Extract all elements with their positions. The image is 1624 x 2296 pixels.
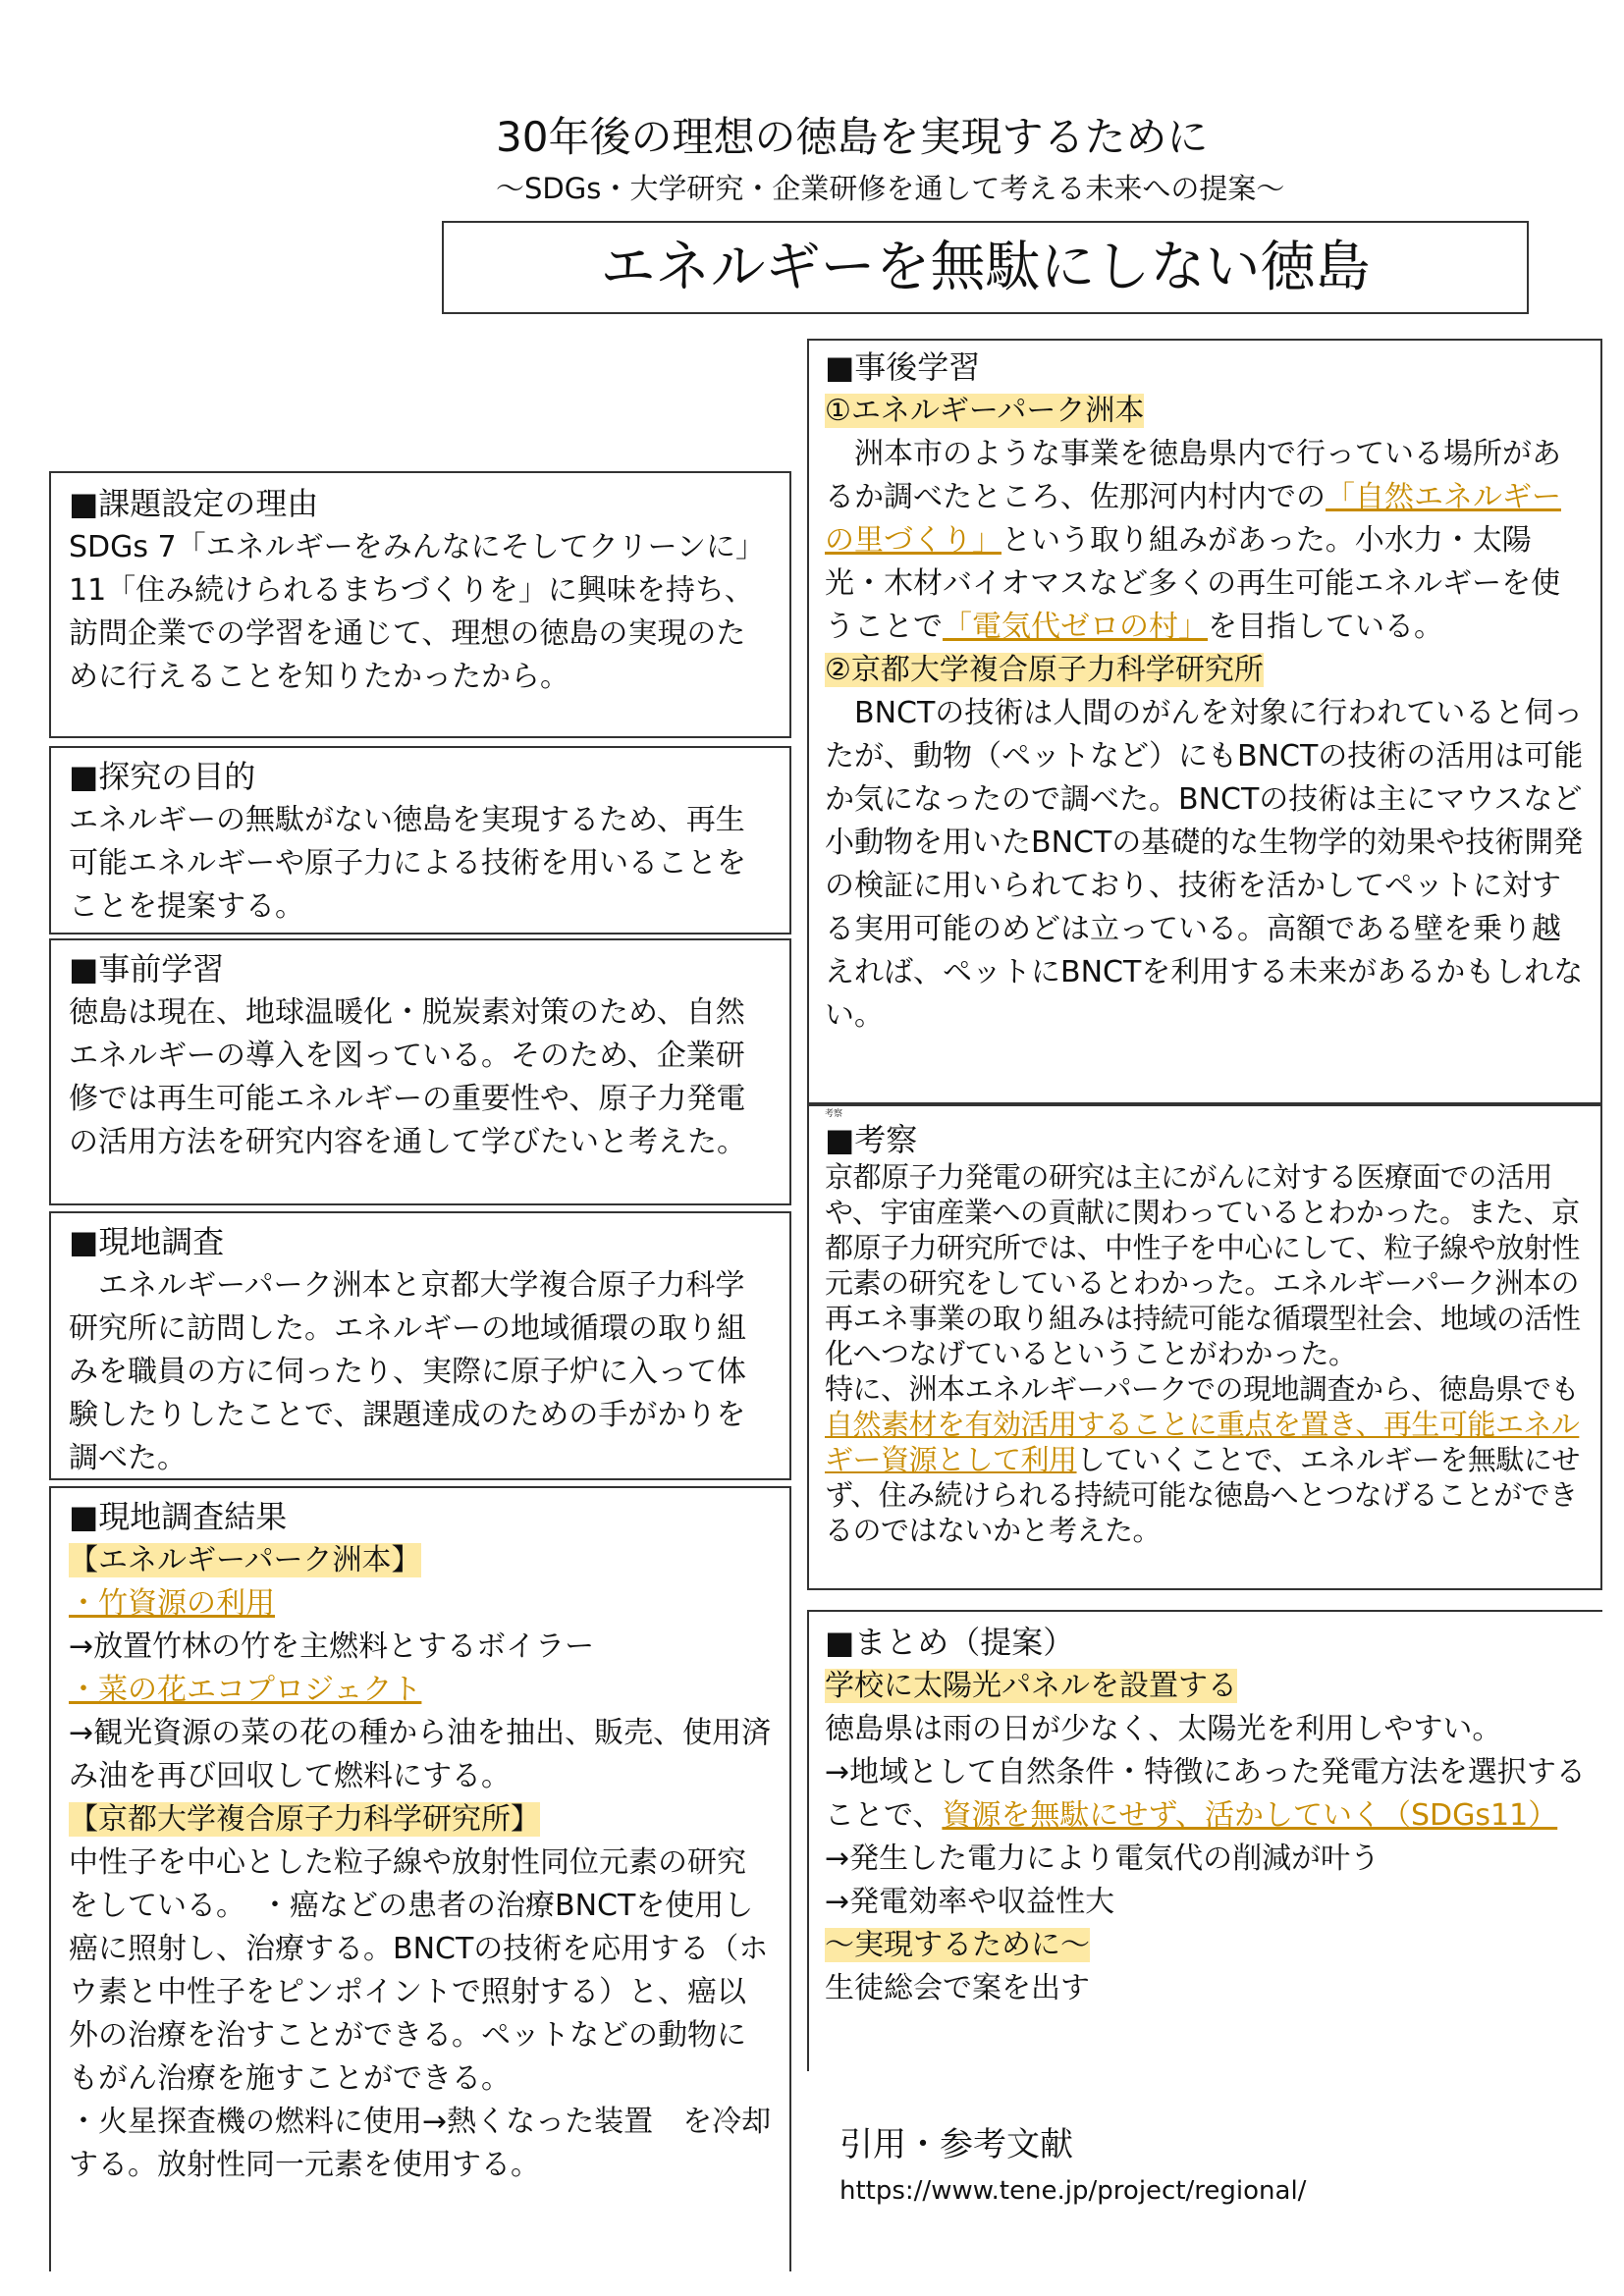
summary-subheading	[825, 1924, 1587, 1967]
summary-line: 徳島県は雨の日が少なく、太陽光を利用しやすい。	[825, 1712, 1502, 1746]
section-heading: ■現地調査	[69, 1223, 225, 1260]
section-purpose	[49, 746, 791, 934]
section-heading: ■探究の目的	[69, 758, 256, 795]
section-heading: ■事後学習	[825, 348, 981, 386]
link-text[interactable]: 自然素材を有効活用することに重点を置き、再生可能エネルギー資源として利用	[825, 1408, 1580, 1476]
results-item-link[interactable]	[69, 1669, 772, 1712]
results-text: 中性子を中心とした粒子線や放射性同位元素の研究をしている。 ・癌などの患者の治療BNCTを使用し癌に照射し、治療する。BNCTの技術を応用する（ホウ素と中性子をピンポイントで照射する）と、癌以外の治療を治すことができる。ペットなどの動物にもがん治療を施すことができる。	[69, 1845, 769, 2096]
reference-url[interactable]: https://www.tene.jp/project/regional/	[839, 2176, 1307, 2206]
text: →地域として自然条件・特徴にあった発電方法を選択することで、	[825, 1755, 1586, 1833]
postlearn-subheading	[825, 649, 1585, 692]
references-heading: 引用・参考文献	[839, 2125, 1073, 2164]
section-discussion	[807, 1104, 1602, 1590]
section-heading: ■事前学習	[69, 950, 225, 988]
postlearn-subheading	[825, 390, 1585, 433]
highlight: 【エネルギーパーク洲本】	[69, 1543, 421, 1577]
text: していくことで、エネルギーを無駄にせず、住み続けられる持続可能な徳島へとつなげることができるのではないかと考えた。	[825, 1443, 1580, 1547]
results-text: →放置竹林の竹を主燃料とするボイラー	[69, 1629, 595, 1664]
summary-line: →発生した電力により電気代の削減が叶う	[825, 1842, 1380, 1876]
text: という取り組みがあった。小水力・太陽光・木材バイオマスなど多くの再生可能エネルギーを使うことで	[825, 523, 1561, 644]
section-heading: ■課題設定の理由	[69, 485, 319, 522]
highlight: 学校に太陽光パネルを設置する	[825, 1669, 1237, 1703]
highlight: 〜実現するために〜	[825, 1928, 1090, 1962]
link-text[interactable]: 「電気代ゼロの村」	[943, 610, 1208, 644]
link-text[interactable]: ・竹資源の利用	[69, 1586, 275, 1621]
section-results	[49, 1486, 791, 2271]
postlearn-paragraph	[825, 433, 1585, 649]
tiny-label: 考察	[825, 1109, 843, 1119]
section-summary	[807, 1610, 1602, 2071]
section-fieldwork	[49, 1211, 791, 1480]
section-heading: ■考察	[825, 1121, 918, 1158]
discussion-paragraph	[825, 1371, 1585, 1548]
theme-title: エネルギーを無駄にしない徳島	[600, 236, 1371, 299]
summary-line: 生徒総会で案を出す	[825, 1971, 1090, 2005]
postlearn-paragraph: BNCTの技術は人間のがんを対象に行われていると伺ったが、動物（ペットなど）にもBNCTの技術の活用は可能か気になったので調べた。BNCTの技術は主にマウスなど小動物を用いたBNCTの基礎的な生物学的効果や技術開発の検証に用いられており、技術を活かしてペットに対する実用可能のめどは立っている。高額である壁を乗り越えれば、ペットにBNCTを利用する未来があるかもしれない。	[825, 696, 1584, 1033]
text: 洲本市のような事業を徳島県内で行っている場所があるか調べたところ、佐那河内村内での	[825, 437, 1561, 514]
results-subheading	[69, 1798, 772, 1842]
text: を目指している。	[1208, 610, 1443, 644]
section-reason	[49, 471, 791, 738]
page-title: 30年後の理想の徳島を実現するために	[496, 113, 1209, 161]
highlight: 【京都大学複合原子力科学研究所】	[69, 1802, 540, 1837]
section-body: エネルギーパーク洲本と京都大学複合原子力科学研究所に訪問した。エネルギーの地域循環の取り組みを職員の方に伺ったり、実際に原子炉に入って体験したりしたことで、課題達成のための手がかりを調べた。	[69, 1268, 746, 1475]
section-body: 徳島は現在、地球温暖化・脱炭素対策のため、自然エネルギーの導入を図っている。そのため、企業研修では再生可能エネルギーの重要性や、原子力発電の活用方法を研究内容を通して学びたいと考えた。	[69, 995, 746, 1159]
section-heading: ■まとめ（提案）	[825, 1624, 1075, 1661]
results-subheading	[69, 1539, 772, 1582]
link-text[interactable]: 「自然エネルギーの里づくり」	[825, 480, 1561, 558]
section-heading: ■現地調査結果	[69, 1498, 288, 1535]
summary-proposal	[825, 1665, 1587, 1708]
link-text[interactable]: 資源を無駄にせず、活かしていく（SDGs11）	[942, 1798, 1558, 1833]
section-postlearn	[807, 339, 1602, 1104]
summary-line: →発電効率や収益性大	[825, 1885, 1115, 1919]
discussion-paragraph: 京都原子力発電の研究は主にがんに対する医療面での活用や、宇宙産業への貢献に関わっているとわかった。また、京都原子力研究所では、中性子を中心にして、粒子線や放射性元素の研究をしているとわかった。エネルギーパーク洲本の再エネ事業の取り組みは持続可能な循環型社会、地域の活性化へつなげているということがわかった。	[825, 1160, 1581, 1370]
results-text: ・火星探査機の燃料に使用→熱くなった装置 を冷却する。放射性同一元素を使用する。	[69, 2105, 772, 2182]
text: 特に、洲本エネルギーパークでの現地調査から、徳島県でも	[825, 1372, 1580, 1406]
theme-box	[442, 221, 1529, 314]
section-body: SDGs 7「エネルギーをみんなにそしてクリーンに」11「住み続けられるまちづくりを」に興味を持ち、訪問企業での学習を通じて、理想の徳島の実現のために行えることを知りたかったから。	[69, 530, 766, 694]
summary-line	[825, 1751, 1587, 1838]
results-text: →観光資源の菜の花の種から油を抽出、販売、使用済み油を再び回収して燃料にする。	[69, 1716, 772, 1793]
results-item-link[interactable]	[69, 1582, 772, 1626]
link-text[interactable]: ・菜の花エコプロジェクト	[69, 1673, 422, 1707]
page-subtitle: 〜SDGs・大学研究・企業研修を通して考える未来への提案〜	[496, 172, 1285, 205]
section-body: エネルギーの無駄がない徳島を実現するため、再生可能エネルギーや原子力による技術を用いることをことを提案する。	[69, 803, 746, 924]
highlight: ①エネルギーパーク洲本	[825, 394, 1145, 428]
highlight: ②京都大学複合原子力科学研究所	[825, 653, 1264, 687]
section-prelearn	[49, 938, 791, 1205]
